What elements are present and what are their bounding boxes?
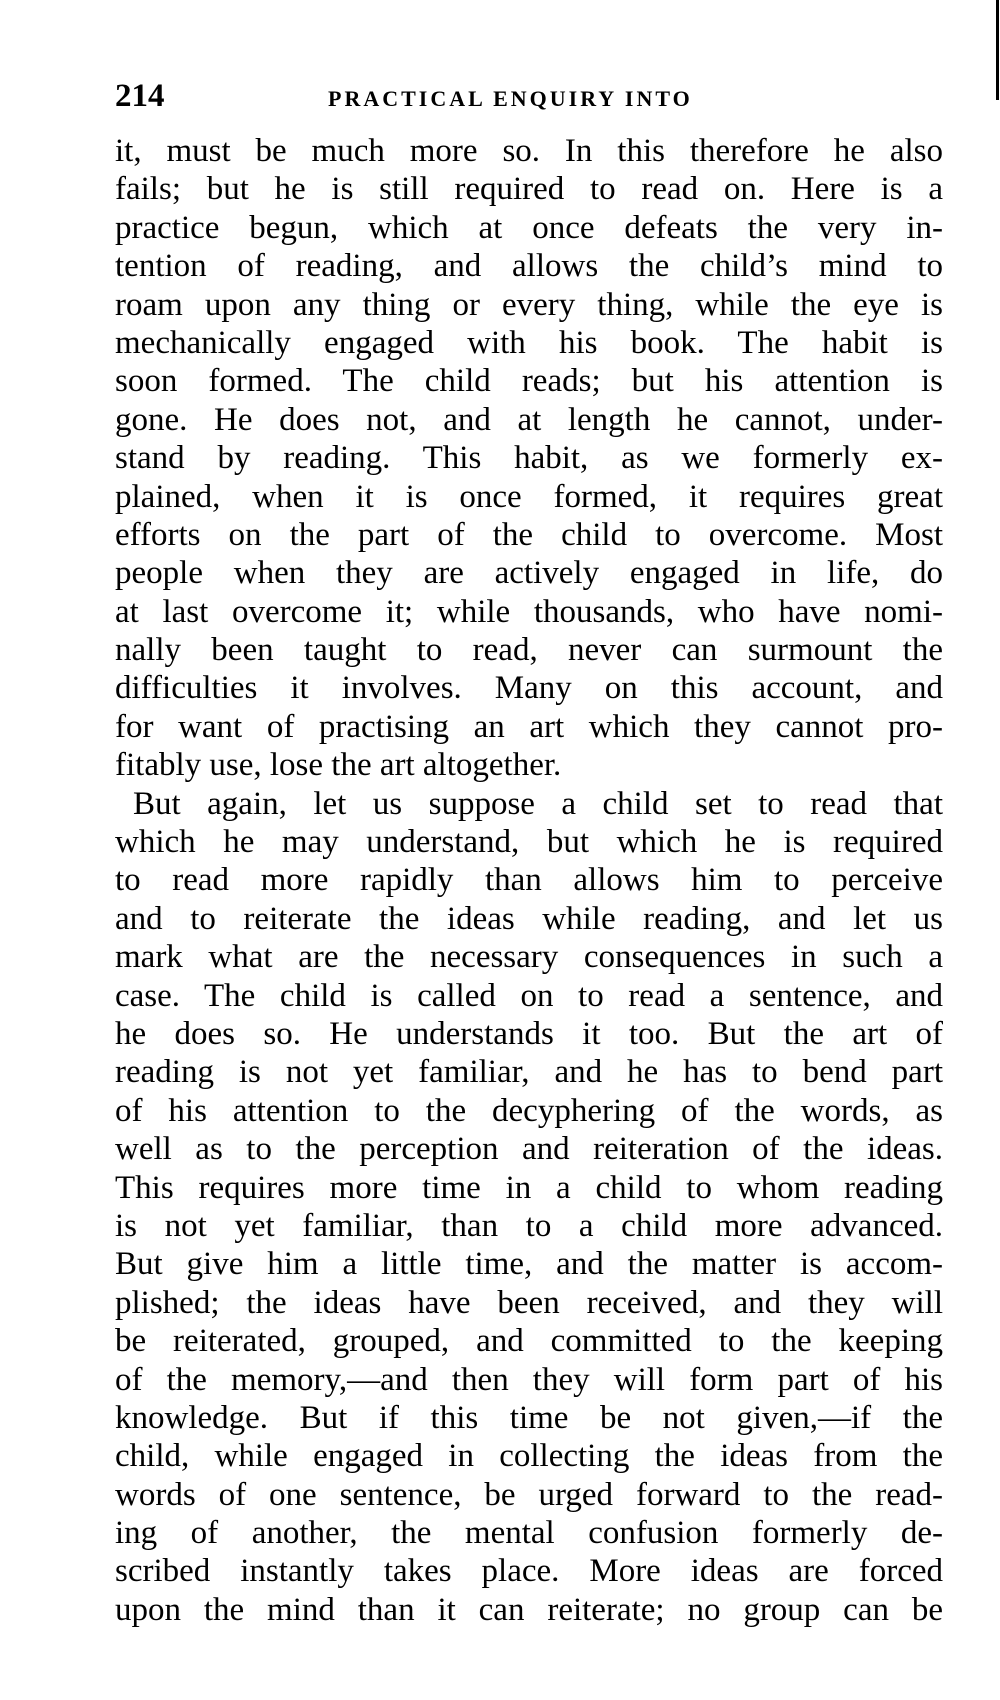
text-line: fails; but he is still required to read on. Here is a (115, 171, 943, 208)
text-line: roam upon any thing or every thing, while the eye is (115, 286, 943, 323)
text-line: mark what are the necessary consequences in such a (115, 939, 943, 976)
text-line: But give him a little time, and the matter is accom- (115, 1246, 943, 1283)
scan-edge-mark (996, 0, 999, 100)
text-line: he does so. He understands it too. But the art of (115, 1015, 943, 1052)
text-line: child, while engaged in collecting the ideas from the (115, 1438, 943, 1475)
text-line: is not yet familiar, than to a child more advanced. (115, 1207, 943, 1244)
text-line: efforts on the part of the child to overcome. Most (115, 516, 943, 553)
text-line: case. The child is called on to read a sentence, and (115, 977, 943, 1014)
text-line: nally been taught to read, never can surmount the (115, 632, 943, 669)
body-text (115, 132, 943, 1629)
text-line: be reiterated, grouped, and committed to the keeping (115, 1323, 943, 1360)
text-line: practice begun, which at once defeats the very in- (115, 209, 943, 246)
text-line: for want of practising an art which they cannot pro- (115, 708, 943, 745)
running-head (115, 78, 943, 118)
text-line: difficulties it involves. Many on this account, and (115, 670, 943, 707)
text-line: fitably use, lose the art altogether. (115, 747, 562, 784)
text-line: and to reiterate the ideas while reading, and let us (115, 900, 943, 937)
running-head-title: PRACTICAL ENQUIRY INTO (328, 86, 693, 111)
text-line: tention of reading, and allows the child’s mind to (115, 248, 943, 285)
text-line: scribed instantly takes place. More ideas are forced (115, 1553, 943, 1590)
text-line: ing of another, the mental confusion formerly de- (115, 1515, 943, 1552)
text-line: stand by reading. This habit, as we formerly ex- (115, 440, 943, 477)
text-line: plished; the ideas have been received, and they will (115, 1284, 943, 1321)
text-line: knowledge. But if this time be not given,—if the (115, 1399, 943, 1436)
paragraph-start-line: But again, let us suppose a child set to read that (133, 785, 943, 822)
text-line: mechanically engaged with his book. The habit is (115, 324, 943, 361)
text-line: well as to the perception and reiteration of the ideas. (115, 1131, 943, 1168)
text-line: This requires more time in a child to whom reading (115, 1169, 943, 1206)
text-line: plained, when it is once formed, it requires great (115, 478, 943, 515)
text-line: which he may understand, but which he is required (115, 824, 943, 861)
page-number: 214 (115, 78, 165, 114)
text-line: of his attention to the decyphering of the words, as (115, 1092, 943, 1129)
text-line: gone. He does not, and at length he cannot, under- (115, 401, 943, 438)
text-line: to read more rapidly than allows him to perceive (115, 862, 943, 899)
text-line: soon formed. The child reads; but his attention is (115, 363, 943, 400)
text-line: it, must be much more so. In this therefore he also (115, 133, 943, 169)
text-line: words of one sentence, be urged forward to the read- (115, 1476, 943, 1513)
text-line: people when they are actively engaged in life, do (115, 555, 943, 592)
text-line: at last overcome it; while thousands, who have nomi- (115, 593, 943, 630)
text-line: reading is not yet familiar, and he has to bend part (115, 1054, 943, 1091)
text-line: upon the mind than it can reiterate; no group can be (115, 1591, 943, 1628)
text-line: of the memory,—and then they will form part of his (115, 1361, 943, 1398)
